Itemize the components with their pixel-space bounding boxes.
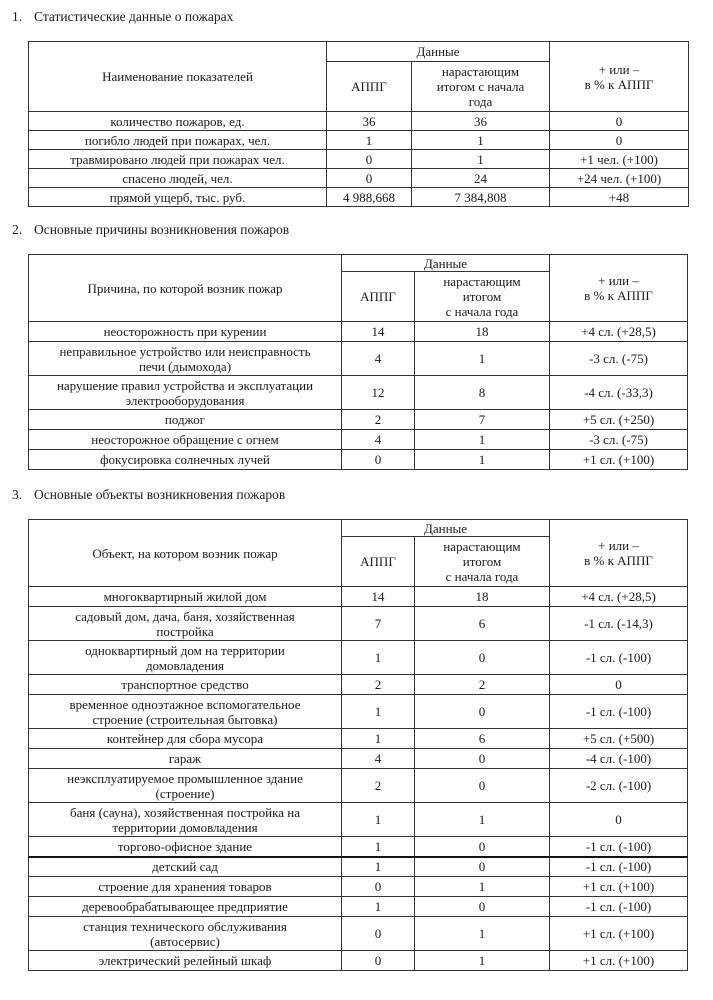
table-row — [29, 169, 689, 188]
cell-cumulative: 0 — [415, 641, 550, 675]
section-heading: Основные объекты возникновения пожаров — [34, 487, 286, 502]
header-change — [550, 255, 688, 322]
cell-name: строение для хранения товаров — [29, 877, 342, 897]
table-row — [29, 587, 688, 607]
header-cumulative-line1: нарастающим — [443, 539, 521, 554]
cell-change: +1 сл. (+100) — [550, 877, 688, 897]
table-body — [29, 587, 688, 971]
header-change-line2: в % к АППГ — [584, 76, 654, 92]
cell-appg: 4 — [342, 430, 415, 450]
cell-appg: 1 — [342, 897, 415, 917]
header-cause-name: Причина, по которой возник пожар — [29, 255, 342, 322]
cell-name: одноквартирный дом на территории домовладения — [29, 641, 342, 675]
table-row — [29, 607, 688, 641]
cell-change: -1 сл. (-100) — [550, 695, 688, 729]
header-change — [550, 520, 688, 587]
cell-appg: 0 — [342, 917, 415, 951]
section-number: 3. — [12, 487, 23, 502]
cell-change: 0 — [550, 675, 688, 695]
cell-appg: 2 — [342, 410, 415, 430]
table-row — [29, 112, 689, 131]
cell-name: неправильное устройство или неисправность печи (дымохода) — [29, 342, 342, 376]
header-appg: АППГ — [342, 272, 415, 322]
cell-change: -3 сл. (-75) — [550, 430, 688, 450]
cell-appg: 0 — [342, 951, 415, 971]
header-data-group: Данные — [327, 42, 550, 62]
table-row — [29, 897, 688, 917]
section-3-title — [12, 487, 285, 503]
cell-appg: 2 — [342, 675, 415, 695]
cell-appg: 1 — [342, 641, 415, 675]
cell-name: неосторожное обращение с огнем — [29, 430, 342, 450]
header-indicator-name: Наименование показателей — [29, 42, 327, 112]
table-row — [29, 641, 688, 675]
section-heading: Основные причины возникновения пожаров — [34, 222, 290, 237]
table-row — [29, 837, 688, 857]
cell-change: -1 сл. (-100) — [550, 641, 688, 675]
cell-appg: 14 — [342, 322, 415, 342]
table-row — [29, 729, 688, 749]
cell-appg: 36 — [327, 112, 412, 131]
fire-statistics-table — [28, 41, 689, 207]
cell-cumulative: 1 — [415, 877, 550, 897]
cell-change: +1 сл. (+100) — [550, 450, 688, 470]
cell-name: спасено людей, чел. — [29, 169, 327, 188]
cell-appg: 4 — [342, 342, 415, 376]
cell-change: +48 — [550, 188, 689, 207]
header-change-line1: + или – — [598, 538, 639, 553]
table-row — [29, 877, 688, 897]
fire-objects-table — [28, 519, 688, 971]
cell-cumulative: 6 — [415, 607, 550, 641]
header-appg: АППГ — [327, 62, 412, 112]
header-data-group: Данные — [342, 520, 550, 537]
header-cumulative-line2: итогом — [462, 289, 502, 304]
header-cumulative-line1: нарастающим — [443, 274, 521, 289]
header-data-group: Данные — [342, 255, 550, 272]
cell-appg: 2 — [342, 769, 415, 803]
cell-name: прямой ущерб, тыс. руб. — [29, 188, 327, 207]
header-cumulative-line2: итогом — [462, 554, 502, 569]
header-cumulative — [415, 537, 550, 587]
cell-appg: 14 — [342, 587, 415, 607]
cell-cumulative: 1 — [415, 803, 550, 837]
cell-name: фокусировка солнечных лучей — [29, 450, 342, 470]
table-row — [29, 410, 688, 430]
cell-change: +4 сл. (+28,5) — [550, 587, 688, 607]
cell-change: +5 сл. (+500) — [550, 729, 688, 749]
table-row — [29, 695, 688, 729]
cell-appg: 1 — [342, 803, 415, 837]
cell-name: детский сад — [29, 857, 342, 877]
cell-appg: 1 — [342, 837, 415, 857]
cell-name: баня (сауна), хозяйственная постройка на территории домовладения — [29, 803, 342, 837]
cell-name: временное одноэтажное вспомогательное строение (строительная бытовка) — [29, 695, 342, 729]
cell-appg: 1 — [342, 729, 415, 749]
cell-cumulative: 1 — [415, 450, 550, 470]
cell-name: количество пожаров, ед. — [29, 112, 327, 131]
cell-cumulative: 1 — [415, 342, 550, 376]
cell-cumulative: 24 — [412, 169, 550, 188]
cell-change: -1 сл. (-100) — [550, 897, 688, 917]
cell-cumulative: 6 — [415, 729, 550, 749]
cell-change: 0 — [550, 131, 689, 150]
cell-name: садовый дом, дача, баня, хозяйственная постройка — [29, 607, 342, 641]
cell-name: многоквартирный жилой дом — [29, 587, 342, 607]
cell-name: станция технического обслуживания (автосервис) — [29, 917, 342, 951]
cell-name: неосторожность при курении — [29, 322, 342, 342]
table-row — [29, 857, 688, 877]
section-heading: Статистические данные о пожарах — [34, 9, 234, 24]
cell-change: -4 сл. (-33,3) — [550, 376, 688, 410]
table-row — [29, 450, 688, 470]
cell-appg: 0 — [327, 150, 412, 169]
section-number: 2. — [12, 222, 23, 237]
cell-cumulative: 7 384,808 — [412, 188, 550, 207]
cell-name: травмировано людей при пожарах чел. — [29, 150, 327, 169]
table-row — [29, 342, 688, 376]
cell-change: -4 сл. (-100) — [550, 749, 688, 769]
table-row — [29, 675, 688, 695]
cell-appg: 0 — [342, 450, 415, 470]
header-object-name: Объект, на котором возник пожар — [29, 520, 342, 587]
cell-name: торгово-офисное здание — [29, 837, 342, 857]
cell-cumulative: 8 — [415, 376, 550, 410]
table-row — [29, 150, 689, 169]
table-row — [29, 131, 689, 150]
cell-change: -2 сл. (-100) — [550, 769, 688, 803]
header-change-line2: в % к АППГ — [584, 553, 653, 568]
cell-change: +1 сл. (+100) — [550, 951, 688, 971]
section-2-title — [12, 222, 289, 238]
cell-change: 0 — [550, 803, 688, 837]
cell-change: -3 сл. (-75) — [550, 342, 688, 376]
cell-cumulative: 0 — [415, 857, 550, 877]
cell-cumulative: 36 — [412, 112, 550, 131]
cell-appg: 1 — [342, 857, 415, 877]
cell-cumulative: 1 — [415, 430, 550, 450]
table-row — [29, 769, 688, 803]
header-cumulative-line3: с начала года — [445, 569, 519, 584]
cell-appg: 0 — [327, 169, 412, 188]
cell-change: +1 сл. (+100) — [550, 917, 688, 951]
header-appg: АППГ — [342, 537, 415, 587]
table-row — [29, 951, 688, 971]
cell-appg: 1 — [342, 695, 415, 729]
section-number: 1. — [12, 9, 23, 24]
table-body — [29, 322, 688, 470]
cell-cumulative: 1 — [415, 917, 550, 951]
header-change-line1: + или – — [598, 273, 639, 288]
cell-cumulative: 7 — [415, 410, 550, 430]
table-row — [29, 376, 688, 410]
table-row — [29, 749, 688, 769]
cell-name: поджог — [29, 410, 342, 430]
cell-name: погибло людей при пожарах, чел. — [29, 131, 327, 150]
header-cumulative: нарастающим итогом с начала года — [412, 62, 550, 112]
cell-name: неэксплуатируемое промышленное здание (строение) — [29, 769, 342, 803]
cell-cumulative: 1 — [412, 150, 550, 169]
header-cumulative-line3: с начала года — [445, 304, 519, 319]
header-change — [550, 42, 689, 112]
cell-name: электрический релейный шкаф — [29, 951, 342, 971]
table-row — [29, 803, 688, 837]
cell-name: нарушение правил устройства и эксплуатации электрооборудования — [29, 376, 342, 410]
fire-causes-table — [28, 254, 688, 470]
header-cumulative — [415, 272, 550, 322]
cell-cumulative: 0 — [415, 695, 550, 729]
cell-change: +24 чел. (+100) — [550, 169, 689, 188]
cell-cumulative: 1 — [412, 131, 550, 150]
cell-cumulative: 2 — [415, 675, 550, 695]
table-row — [29, 430, 688, 450]
cell-cumulative: 18 — [415, 322, 550, 342]
cell-name: транспортное средство — [29, 675, 342, 695]
cell-name: контейнер для сбора мусора — [29, 729, 342, 749]
cell-cumulative: 0 — [415, 897, 550, 917]
cell-change: 0 — [550, 112, 689, 131]
table-row — [29, 917, 688, 951]
cell-cumulative: 18 — [415, 587, 550, 607]
cell-cumulative: 0 — [415, 837, 550, 857]
cell-change: +5 сл. (+250) — [550, 410, 688, 430]
cell-name: гараж — [29, 749, 342, 769]
header-change-line2: в % к АППГ — [584, 288, 653, 303]
cell-change: +4 сл. (+28,5) — [550, 322, 688, 342]
cell-cumulative: 1 — [415, 951, 550, 971]
cell-cumulative: 0 — [415, 749, 550, 769]
header-change-line1: + или – — [598, 61, 640, 77]
table-row — [29, 322, 688, 342]
cell-change: -1 сл. (-14,3) — [550, 607, 688, 641]
cell-appg: 0 — [342, 877, 415, 897]
cell-cumulative: 0 — [415, 769, 550, 803]
section-1-title — [12, 9, 233, 25]
cell-appg: 7 — [342, 607, 415, 641]
cell-appg: 4 988,668 — [327, 188, 412, 207]
cell-change: -1 сл. (-100) — [550, 857, 688, 877]
table-row — [29, 188, 689, 207]
cell-change: -1 сл. (-100) — [550, 837, 688, 857]
cell-appg: 12 — [342, 376, 415, 410]
cell-name: деревообрабатывающее предприятие — [29, 897, 342, 917]
cell-change: +1 чел. (+100) — [550, 150, 689, 169]
table-body — [29, 112, 689, 207]
cell-appg: 4 — [342, 749, 415, 769]
cell-appg: 1 — [327, 131, 412, 150]
